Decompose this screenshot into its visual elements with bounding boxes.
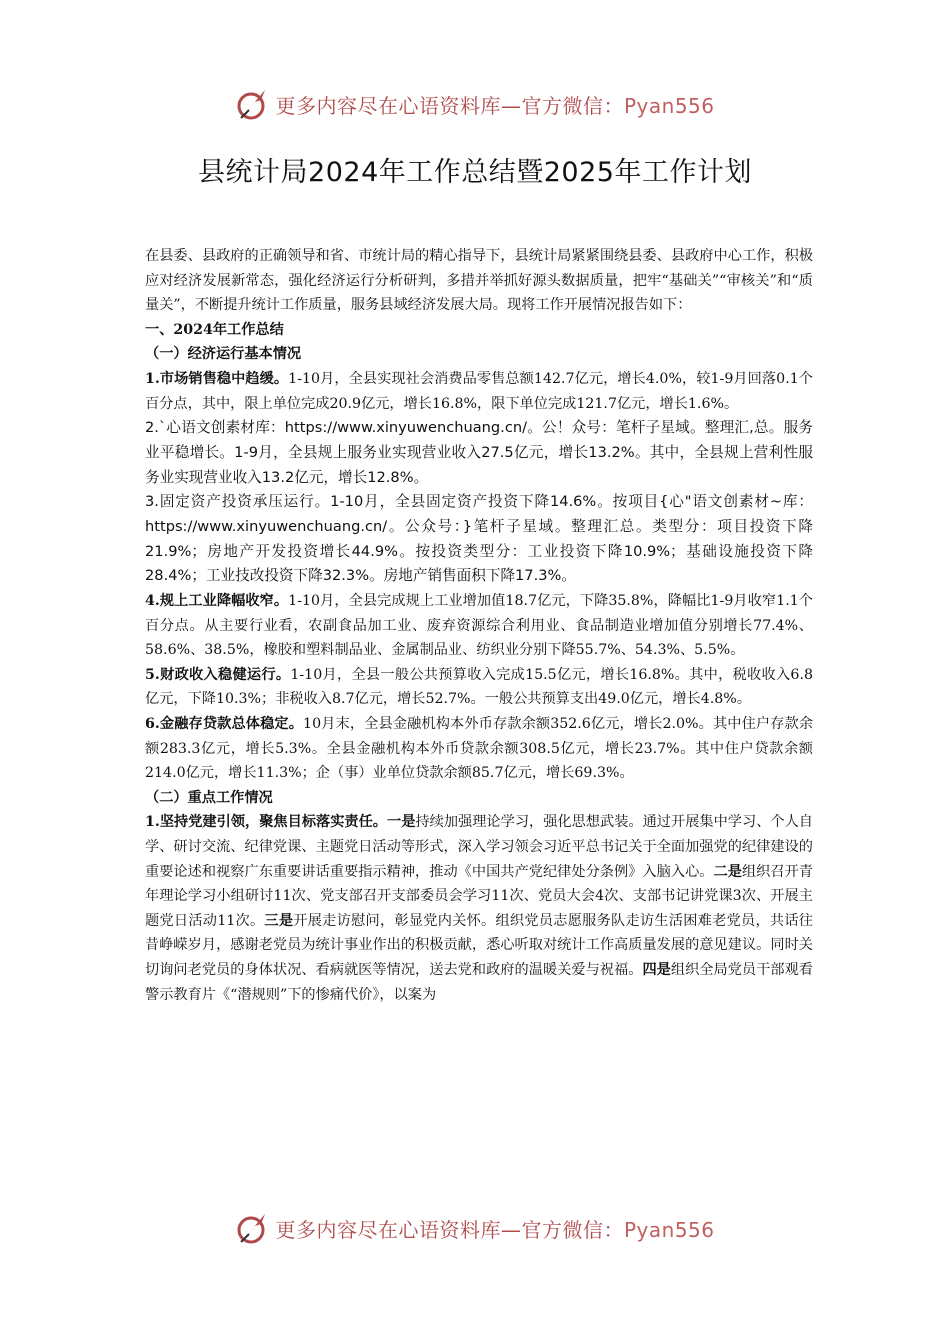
item-2: 2.`心语文创素材库：https://www.xinyuwenchuang.cn/。公！众号：笔杆子星域。整理汇,总。服务业平稳增长。1-9月，全县规上服务业实现营业收入27.5亿元，增长13.2%。其中，全县规上营利性服务业实现营业收入13.2亿元，增长12.8%。 (145, 419, 813, 486)
section-heading-1: 一、2024年工作总结 (145, 321, 284, 338)
quill-logo-icon (235, 86, 271, 122)
item-5: 5.财政收入稳健运行。1-10月，全县一般公共预算收入完成15.5亿元，增长16.8%。其中，税收收入6.8亿元，下降10.3%；非税收入8.7亿元，增长52.7%。一般公共预算支出49.0亿元，增长4.8%。 (145, 666, 814, 708)
intro-paragraph: 在县委、县政府的正确领导和省、市统计局的精心指导下，县统计局紧紧围绕县委、县政府中心工作，积极应对经济发展新常态，强化经济运行分析研判，多措并举抓好源头数据质量，把牢“基础关”“审核关”和“质量关”，不断提升统计工作质量，服务县域经济发展大局。现将工作开展情况报告如下： (145, 248, 813, 314)
key-work-lead: 1.坚持党建引领，聚焦目标落实责任。 (145, 814, 388, 831)
item-1: 1.市场销售稳中趋缓。1-10月，全县实现社会消费品零售总额142.7亿元，增长4.0%，较1-9月回落0.1个百分点，其中，限上单位完成20.9亿元，增长16.8%，限下单位完成121.7亿元，增长1.6%。 (145, 370, 813, 412)
document-body (145, 244, 813, 1007)
key-work-paragraph: 1.坚持党建引领，聚焦目标落实责任。一是持续加强理论学习，强化思想武装。通过开展集中学习、个人自学、研讨交流、纪律党课、主题党日活动等形式，深入学习领会习近平总书记关于全面加强党的纪律建设的重要论述和视察广东重要讲话重要指示精神，推动《中国共产党纪律处分条例》入脑入心。二是组织召开青年理论学习小组研讨11次、党支部召开支部委员会学习11次、党员大会4次、支部书记讲党课3次、开展主题党日活动11次。三是开展走访慰问，彰显党内关怀。组织党员志愿服务队走访生活困难老党员，共话往昔峥嵘岁月，感谢老党员为统计事业作出的积极贡献，悉心听取对统计工作高质量发展的意见建议。同时关切询问老党员的身体状况、看病就医等情况，送去党和政府的温暖关爱与祝福。四是组织全局党员干部观看警示教育片《“潜规则”下的惨痛代价》，以案为 (145, 814, 813, 1003)
watermark-text: 更多内容尽在心语资料库—官方微信：Pyan556 (275, 93, 715, 118)
watermark-text: 更多内容尽在心语资料库—官方微信：Pyan556 (275, 1217, 715, 1242)
item-3: 3.固定资产投资承压运行。1-10月，全县固定资产投资下降14.6%。按项目{心"语文创素材~库：https://www.xinyuwenchuang.cn/。公众号：}笔杆子星域。整理汇总。类型分：项目投资下降21.9%；房地产开发投资增长44.9%。按投资类型分：工业投资下降10.9%；基础设施投资下降28.4%；工业技改投资下降32.3%。房地产销售面积下降17.3%。 (145, 493, 813, 585)
document-title: 县统计局2024年工作总结暨2025年工作计划 (198, 157, 752, 188)
item-4-lead: 4.规上工业降幅收窄。 (145, 593, 289, 610)
quill-logo-icon (235, 1210, 271, 1246)
subsection-heading-2: （二）重点工作情况 (145, 789, 273, 806)
subsection-heading-1: （一）经济运行基本情况 (145, 346, 302, 363)
item-5-lead: 5.财政收入稳健运行。 (145, 666, 291, 683)
watermark-banner-bottom (0, 1208, 950, 1248)
item-6-lead: 6.金融存贷款总体稳定。 (145, 716, 304, 733)
item-1-lead: 1.市场销售稳中趋缓。 (145, 370, 289, 387)
watermark-banner-top (0, 84, 950, 124)
item-4: 4.规上工业降幅收窄。1-10月，全县完成规上工业增加值18.7亿元，下降35.8%，降幅比1-9月收窄1.1个百分点。从主要行业看，农副食品加工业、废弃资源综合利用业、食品制造业增加值分别增长77.4%、58.6%、38.5%，橡胶和塑料制品业、金属制品业、纺织业分别下降55.7%、54.3%、5.5%。 (145, 593, 813, 659)
item-6: 6.金融存贷款总体稳定。10月末，全县金融机构本外币存款余额352.6亿元，增长2.0%。其中住户存款余额283.3亿元，增长5.3%。全县金融机构本外币贷款余额308.5亿元，增长23.7%。其中住户贷款余额214.0亿元，增长11.3%；企（事）业单位贷款余额85.7亿元，增长69.3%。 (145, 716, 814, 782)
